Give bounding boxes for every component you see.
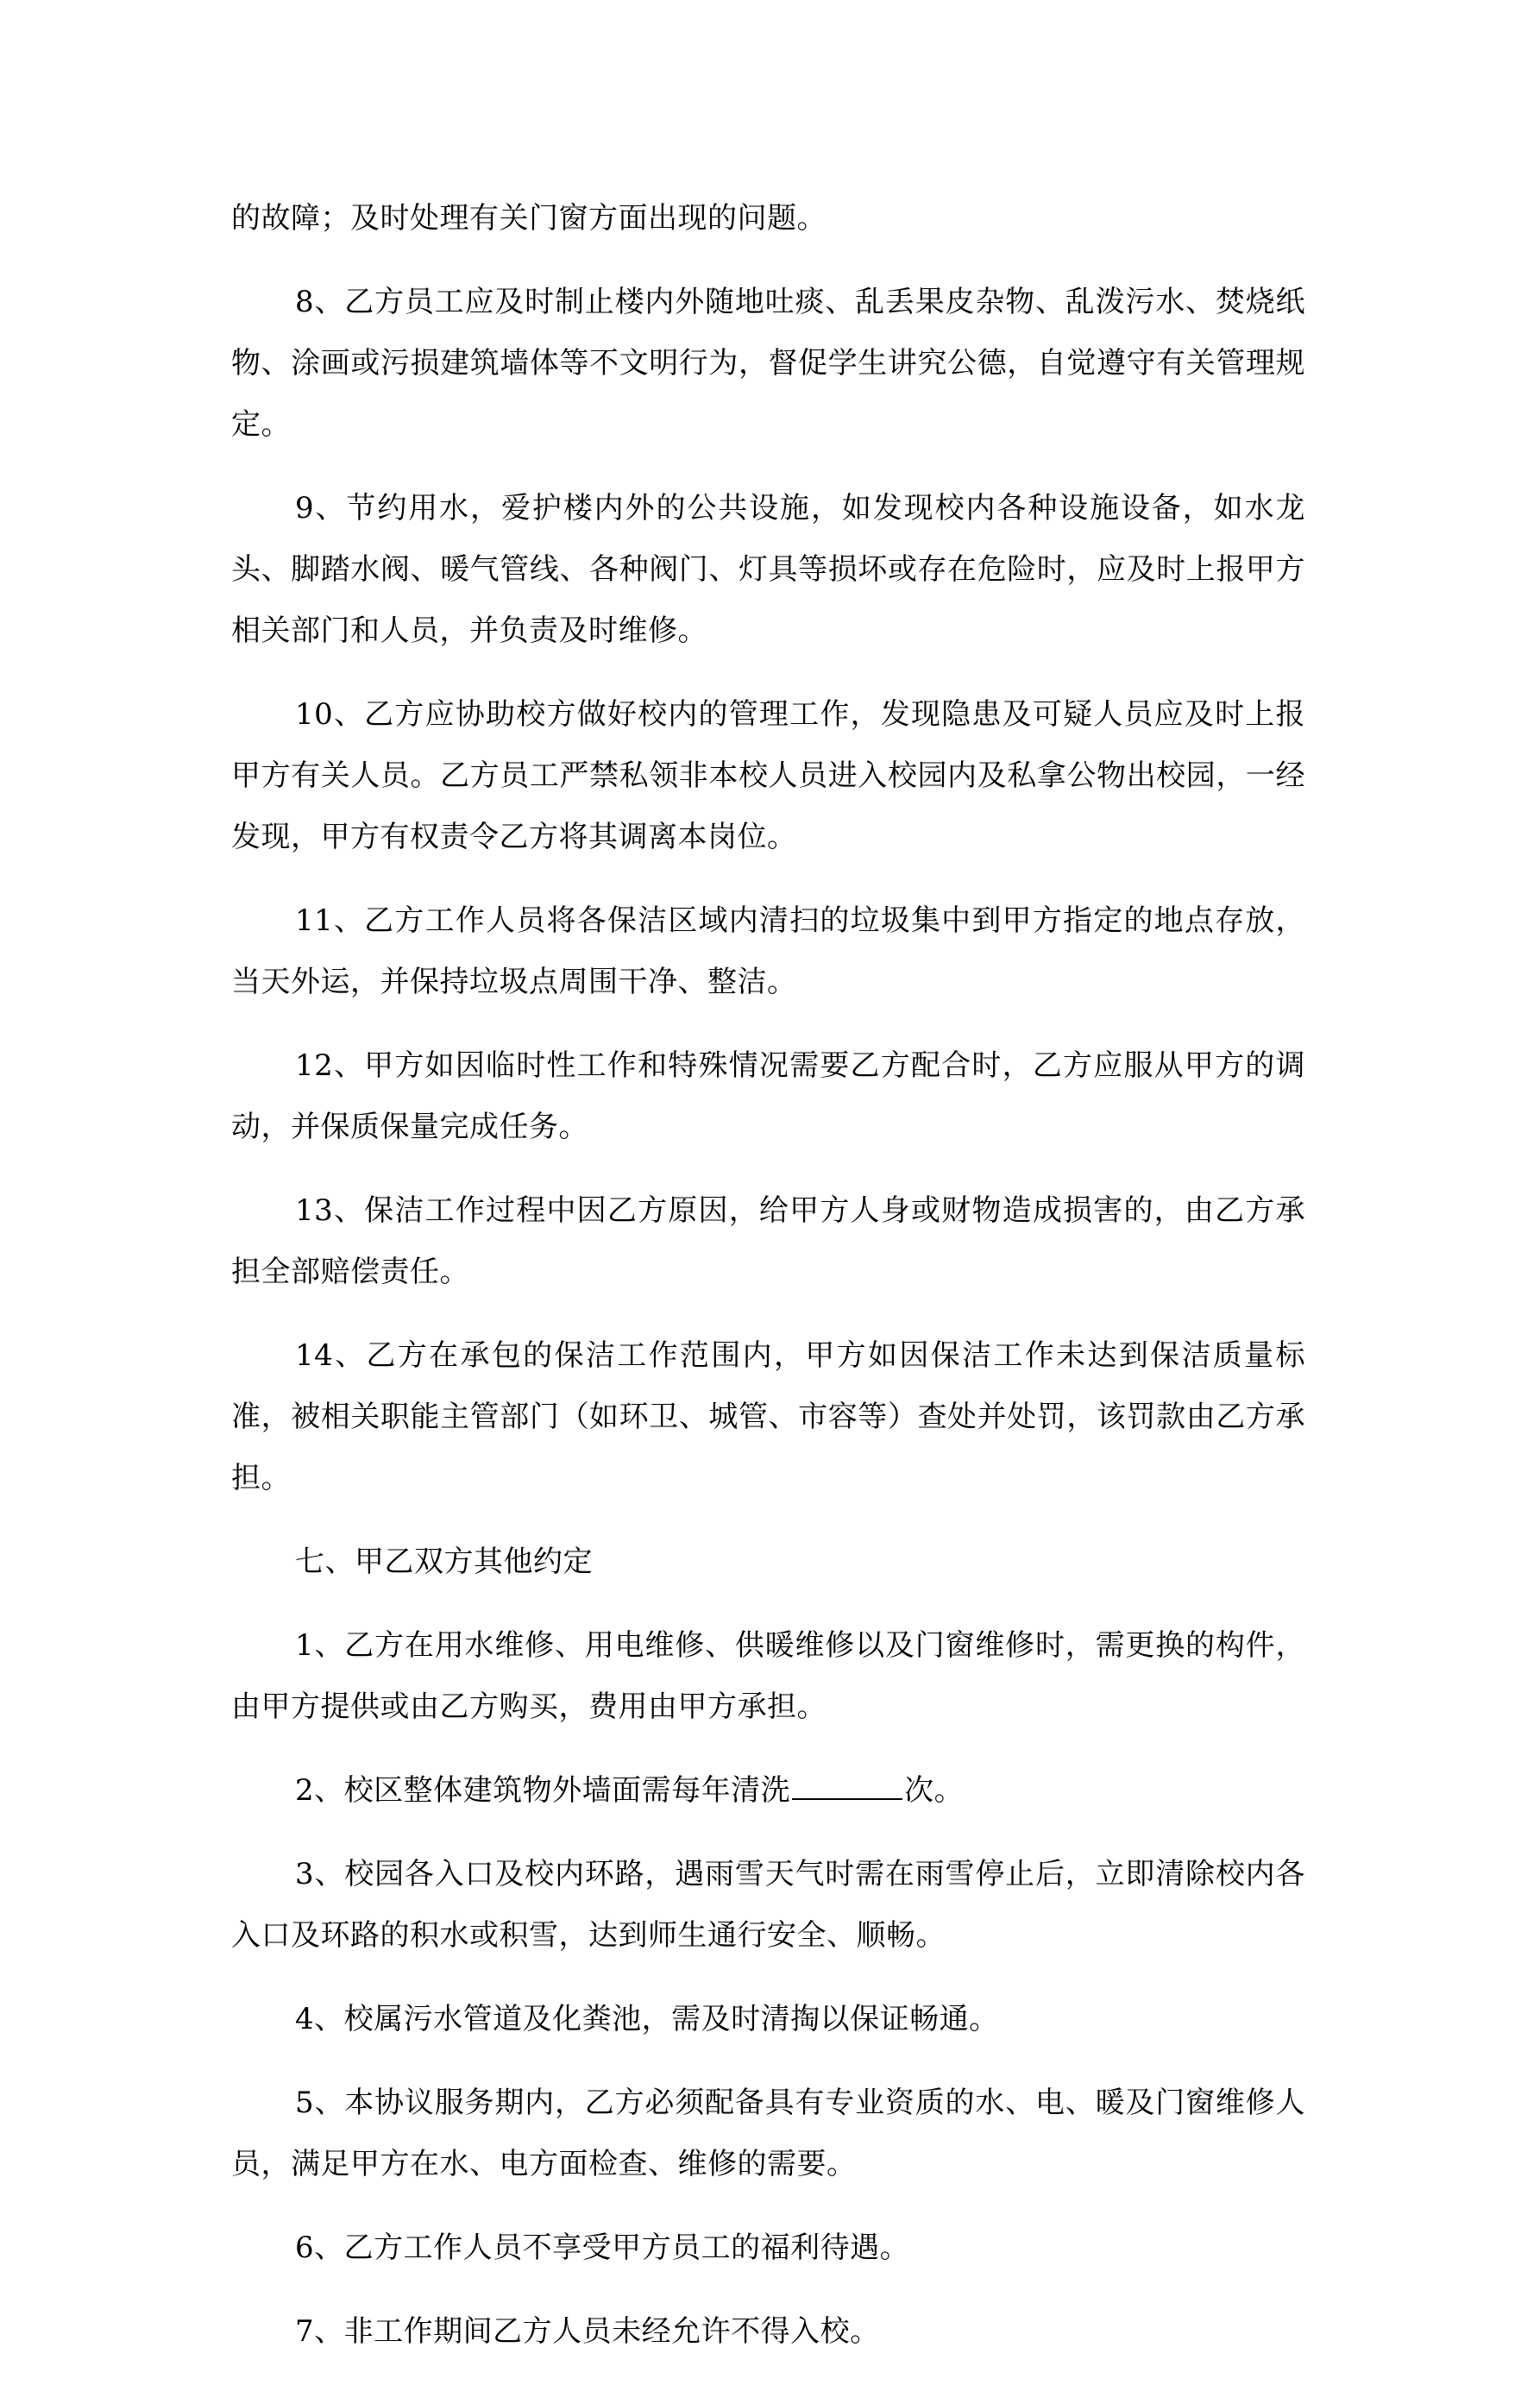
paragraph-other-2-before: 2、校区整体建筑物外墙面需每年清洗 — [295, 1773, 791, 1808]
paragraph-other-3: 3、校园各入口及校内环路，遇雨雪天气时需在雨雪停止后，立即清除校内各入口及环路的积水或积雪，达到师生通行安全、顺畅。 — [231, 1857, 1305, 1953]
paragraph-other-6: 6、乙方工作人员不享受甲方员工的福利待遇。 — [295, 2231, 910, 2265]
paragraph-other-2 — [231, 1760, 1305, 1822]
paragraph-item-14: 14、乙方在承包的保洁工作范围内，甲方如因保洁工作未达到保洁质量标准，被相关职能主管部门（如环卫、城管、市容等）查处并处罚，该罚款由乙方承担。 — [231, 1338, 1305, 1495]
paragraph-item-12: 12、甲方如因临时性工作和特殊情况需要乙方配合时，乙方应服从甲方的调动，并保质保量完成任务。 — [231, 1048, 1305, 1144]
paragraph-item-10: 10、乙方应协助校方做好校内的管理工作，发现隐患及可疑人员应及时上报甲方有关人员。乙方员工严禁私领非本校人员进入校园内及私拿公物出校园，一经发现，甲方有权责令乙方将其调离本岗位。 — [231, 697, 1305, 854]
paragraph-other-4: 4、校属污水管道及化粪池，需及时清掏以保证畅通。 — [295, 2002, 999, 2036]
paragraph-item-13: 13、保洁工作过程中因乙方原因，给甲方人身或财物造成损害的，由乙方承担全部赔偿责任。 — [231, 1193, 1305, 1289]
paragraph-other-7: 7、非工作期间乙方人员未经允许不得入校。 — [295, 2314, 880, 2349]
paragraph-other-1: 1、乙方在用水维修、用电维修、供暖维修以及门窗维修时，需更换的构件，由甲方提供或由乙方购买，费用由甲方承担。 — [231, 1628, 1305, 1724]
section-heading-7: 七、甲乙双方其他约定 — [295, 1545, 593, 1579]
document-body — [231, 188, 1305, 2385]
paragraph-other-5: 5、本协议服务期内，乙方必须配备具有专业资质的水、电、暖及门窗维修人员，满足甲方在水、电方面检查、维修的需要。 — [231, 2086, 1305, 2181]
paragraph-item-8: 8、乙方员工应及时制止楼内外随地吐痰、乱丢果皮杂物、乱泼污水、焚烧纸物、涂画或污损建筑墙体等不文明行为，督促学生讲究公德，自觉遵守有关管理规定。 — [231, 285, 1305, 442]
paragraph-other-2-after: 次。 — [904, 1773, 965, 1808]
paragraph-item-11: 11、乙方工作人员将各保洁区域内清扫的垃圾集中到甲方指定的地点存放，当天外运，并保持垃圾点周围干净、整洁。 — [231, 903, 1305, 999]
paragraph-item-9: 9、节约用水，爱护楼内外的公共设施，如发现校内各种设施设备，如水龙头、脚踏水阀、暖气管线、各种阀门、灯具等损坏或存在危险时，应及时上报甲方相关部门和人员，并负责及时维修。 — [231, 491, 1305, 648]
fill-in-blank — [792, 1769, 902, 1800]
paragraph-continuation: 的故障；及时处理有关门窗方面出现的问题。 — [231, 201, 827, 236]
